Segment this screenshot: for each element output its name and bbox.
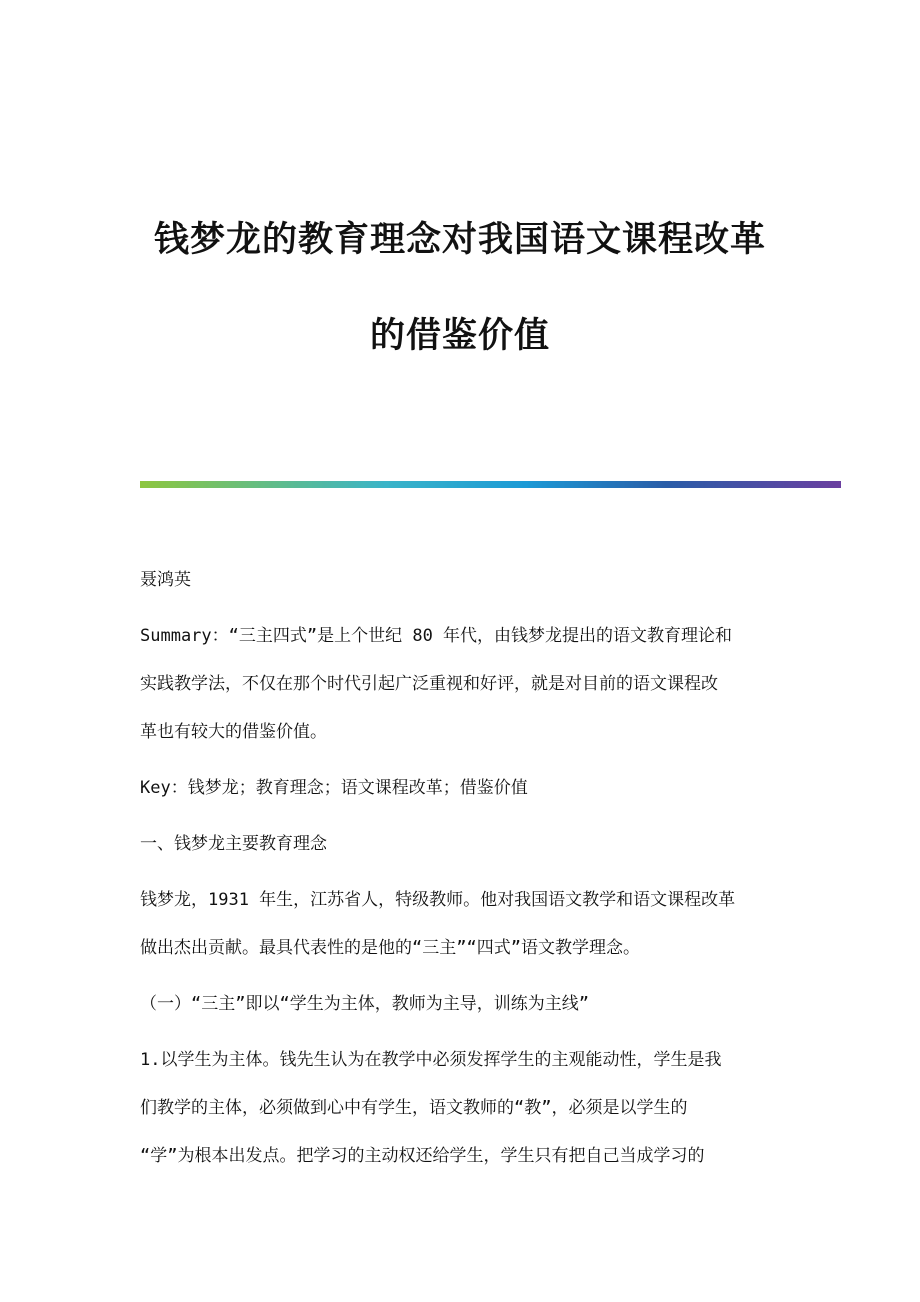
subsection-heading-1: （一）“三主”即以“学生为主体，教师为主导，训练为主线” <box>140 994 589 1014</box>
section-heading-1: 一、钱梦龙主要教育理念 <box>140 834 327 854</box>
document-title-line-1: 钱梦龙的教育理念对我国语文课程改革 <box>153 219 766 260</box>
point-1-line-2: 们教学的主体，必须做到心中有学生，语文教师的“教”，必须是以学生的 <box>140 1098 688 1118</box>
intro-line-2: 做出杰出贡献。最具代表性的是他的“三主”“四式”语文教学理念。 <box>140 938 640 958</box>
title-divider <box>140 481 841 488</box>
point-1-line-1: 1.以学生为主体。钱先生认为在教学中必须发挥学生的主观能动性，学生是我 <box>140 1050 722 1070</box>
intro-line-1: 钱梦龙，1931 年生，江苏省人，特级教师。他对我国语文教学和语文课程改革 <box>140 890 736 910</box>
summary-line-3: 革也有较大的借鉴价值。 <box>140 722 327 742</box>
summary-line-2: 实践教学法，不仅在那个时代引起广泛重视和好评，就是对目前的语文课程改 <box>140 674 718 694</box>
document-title-line-2: 的借鉴价值 <box>369 315 550 356</box>
author-name: 聂鸿英 <box>140 570 191 590</box>
keywords-line: Key：钱梦龙；教育理念；语文课程改革；借鉴价值 <box>140 778 528 798</box>
point-1-line-3: “学”为根本出发点。把学习的主动权还给学生，学生只有把自己当成学习的 <box>140 1146 705 1166</box>
summary-line-1: Summary：“三主四式”是上个世纪 80 年代，由钱梦龙提出的语文教育理论和 <box>140 626 733 646</box>
